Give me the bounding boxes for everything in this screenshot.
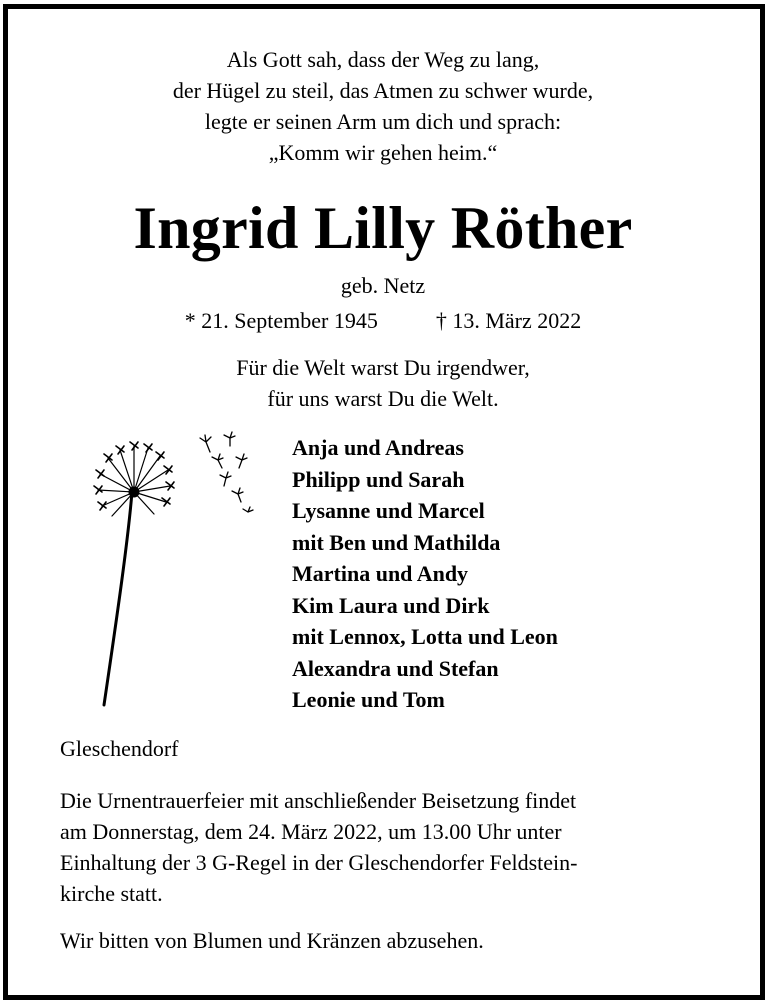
funeral-notice: [60, 785, 720, 909]
mourner-line: Martina und Andy: [292, 561, 469, 586]
poem-line: „Komm wir gehen heim.“: [268, 140, 498, 165]
dandelion-icon: [90, 430, 270, 720]
mourner-line: Kim Laura und Dirk: [292, 592, 490, 618]
notice-line: Die Urnentrauerfeier mit anschließender Beisetzung findet: [60, 788, 577, 813]
mourner-line: Lysanne und Marcel: [292, 498, 485, 523]
poem: [0, 44, 766, 168]
life-dates: [0, 307, 766, 335]
place: Gleschendorf: [60, 736, 179, 761]
poem-line: legte er seinen Arm um dich und sprach:: [204, 109, 562, 134]
mourner-line: mit Lennox, Lotta und Leon: [292, 624, 558, 649]
deceased-name: Ingrid Lilly Röther: [133, 195, 633, 261]
poem-line: der Hügel zu steil, das Atmen zu schwer wurde,: [172, 78, 594, 103]
notice-line: Einhaltung der 3 G-Regel in der Gleschendorfer Feldstein-: [60, 850, 578, 875]
mourner-line: Philipp und Sarah: [292, 466, 465, 492]
quote-line: für uns warst Du die Welt.: [267, 386, 499, 411]
notice-line: am Donnerstag, dem 24. März 2022, um 13.00 Uhr unter: [60, 819, 562, 844]
mourners-list: [292, 432, 558, 716]
mourner-line: Anja und Andreas: [292, 435, 464, 460]
flowers-note: Wir bitten von Blumen und Kränzen abzusehen.: [60, 928, 484, 953]
notice-line: kirche statt.: [60, 881, 163, 906]
death-date: † 13. März 2022: [435, 308, 582, 333]
birth-name: geb. Netz: [340, 273, 426, 298]
birth-date: * 21. September 1945: [184, 308, 378, 333]
quote: [0, 352, 766, 414]
poem-line: Als Gott sah, dass der Weg zu lang,: [226, 47, 540, 72]
mourner-line: Leonie und Tom: [292, 687, 445, 712]
mourner-line: Alexandra und Stefan: [292, 655, 499, 681]
quote-line: Für die Welt warst Du irgendwer,: [236, 355, 530, 380]
mourner-line: mit Ben und Mathilda: [292, 529, 501, 555]
